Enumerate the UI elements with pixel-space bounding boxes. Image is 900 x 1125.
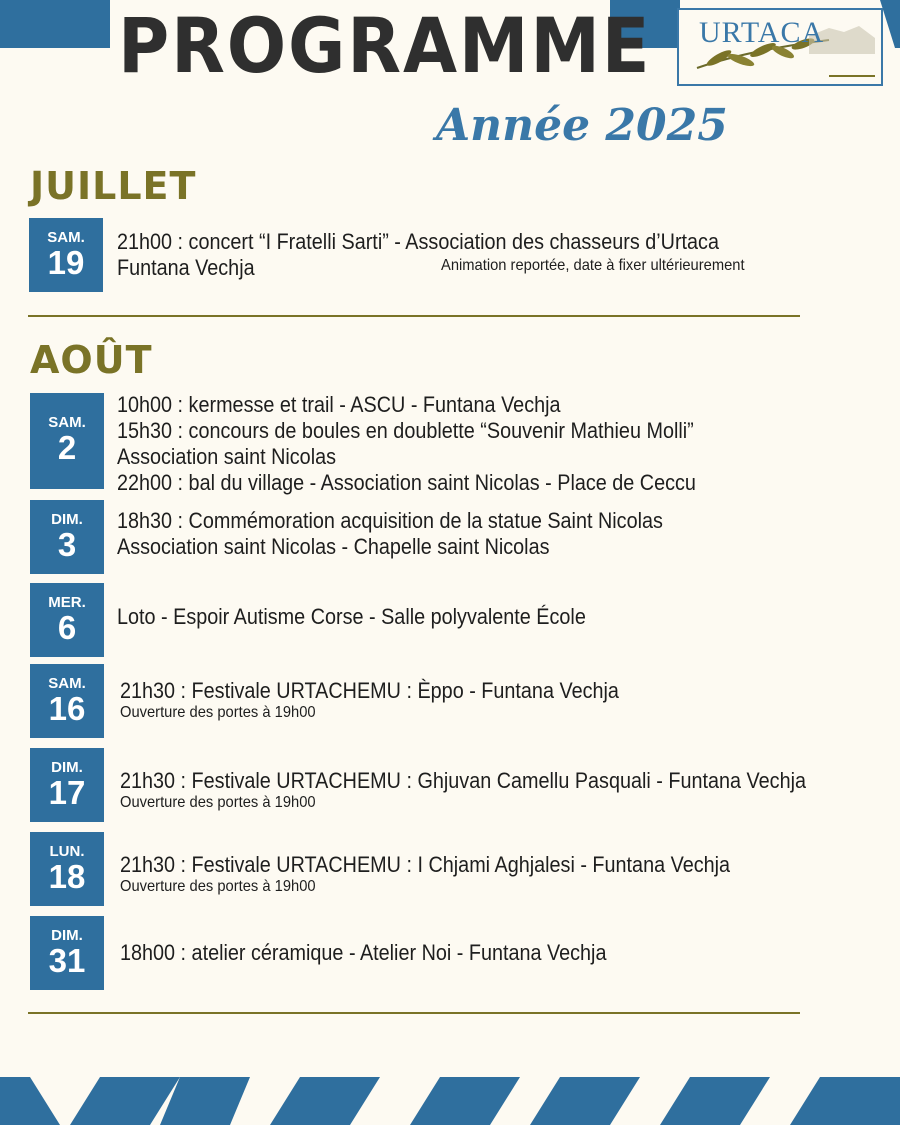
- date-badge: [30, 832, 104, 906]
- event-line: 21h30 : Festivale URTACHEMU : Ghjuvan Camellu Pasquali - Funtana Vechja: [120, 768, 806, 793]
- event-subnote: Ouverture des portes à 19h00: [120, 794, 316, 811]
- event-line: 18h00 : atelier céramique - Atelier Noi - Funtana Vechja: [120, 940, 607, 965]
- event-note: Animation reportée, date à fixer ultérieurement: [441, 257, 745, 274]
- month-heading-juillet: JUILLET: [30, 164, 197, 208]
- page-title: PROGRAMME: [118, 1, 652, 90]
- event-line: 21h30 : Festivale URTACHEMU : I Chjami Aghjalesi - Funtana Vechja: [120, 852, 731, 877]
- urtaca-logo: [677, 8, 883, 86]
- event-line: 21h30 : Festivale URTACHEMU : Èppo - Funtana Vechja: [120, 678, 619, 703]
- date-number: 19: [47, 244, 85, 281]
- date-day: SAM.: [48, 675, 86, 692]
- section-divider: [28, 315, 800, 317]
- date-day: MER.: [48, 594, 86, 611]
- date-number: 3: [57, 526, 77, 563]
- date-day: DIM.: [51, 927, 83, 944]
- date-day: DIM.: [51, 511, 83, 528]
- date-number: 2: [57, 429, 77, 466]
- event-line: Funtana Vechja: [117, 255, 255, 280]
- event-entry: [120, 678, 619, 704]
- date-number: 16: [48, 690, 86, 727]
- event-line: Loto - Espoir Autisme Corse - Salle polyvalente École: [117, 604, 586, 629]
- event-line: 15h30 : concours de boules en doublette “Souvenir Mathieu Molli”: [117, 418, 694, 443]
- date-badge: [30, 393, 104, 489]
- date-number: 6: [57, 609, 77, 646]
- event-line: 21h00 : concert “I Fratelli Sarti” - Association des chasseurs d’Urtaca: [117, 229, 719, 254]
- event-entry: [120, 768, 806, 794]
- event-entry: [117, 392, 696, 496]
- event-line: Association saint Nicolas - Chapelle saint Nicolas: [117, 534, 550, 559]
- date-badge: [30, 916, 104, 990]
- year-subtitle: Année 2025: [436, 100, 728, 151]
- date-number: 18: [48, 858, 86, 895]
- event-entry: [117, 508, 663, 560]
- date-day: DIM.: [51, 759, 83, 776]
- event-line: 22h00 : bal du village - Association saint Nicolas - Place de Ceccu: [117, 470, 696, 495]
- event-entry: [120, 852, 730, 878]
- event-line: 18h30 : Commémoration acquisition de la statue Saint Nicolas: [117, 508, 663, 533]
- date-badge: [30, 500, 104, 574]
- date-badge: [29, 218, 103, 292]
- event-subnote: Ouverture des portes à 19h00: [120, 704, 316, 721]
- bottom-stripe-decoration: [0, 1077, 900, 1125]
- date-number: 17: [48, 774, 86, 811]
- date-badge: [30, 583, 104, 657]
- date-day: LUN.: [49, 843, 85, 860]
- event-entry: [120, 940, 606, 966]
- date-badge: [30, 748, 104, 822]
- date-number: 31: [48, 942, 86, 979]
- month-heading-aout: AOÛT: [30, 338, 153, 382]
- event-subnote: Ouverture des portes à 19h00: [120, 878, 316, 895]
- logo-text: URTACA: [699, 16, 825, 49]
- event-line: Association saint Nicolas: [117, 444, 337, 469]
- date-day: SAM.: [48, 414, 86, 431]
- section-divider: [28, 1012, 800, 1014]
- date-day: SAM.: [47, 229, 85, 246]
- event-entry: [117, 604, 586, 630]
- date-badge: [30, 664, 104, 738]
- event-line: 10h00 : kermesse et trail - ASCU - Funtana Vechja: [117, 392, 561, 417]
